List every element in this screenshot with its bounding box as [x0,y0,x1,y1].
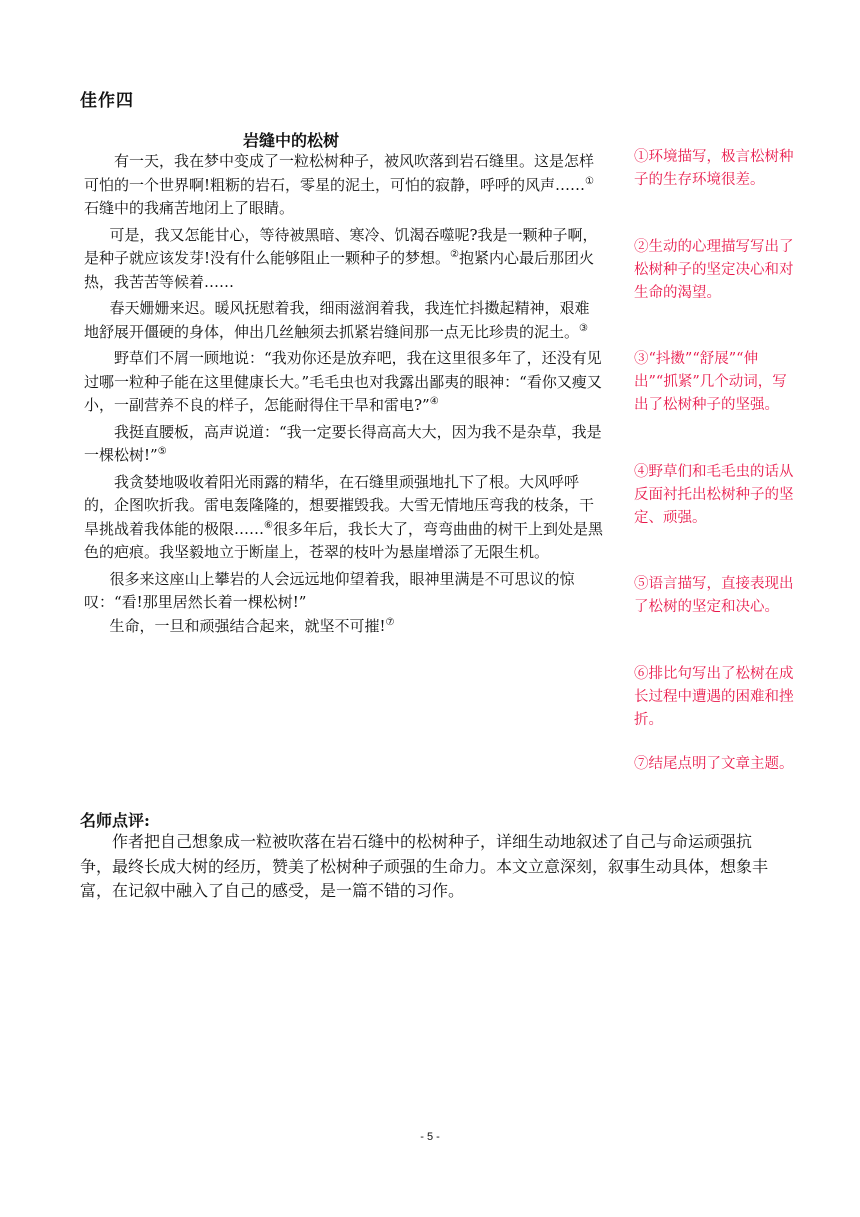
paragraph-text: 很多年后，我长大了，弯弯曲曲的树干上到处是黑色的疤痕。我坚毅地立于断崖上，苍翠的枝叶为悬崖增添了无限生机。 [84,519,603,561]
paragraph-text: 有一天，我在梦中变成了一粒松树种子，被风吹落到岩石缝里。这是怎样可怕的一个世界啊!粗粝的岩石，零星的泥土，可怕的寂静，呼呼的风声…… [84,152,595,194]
annotation-marker: ② [450,249,459,260]
paragraph-text: 我贪婪地吸收着阳光雨露的精华，在石缝里顽强地扎下了根。大风呼呼的，企图吹折我。雷电轰隆隆的，想要摧毁我。大雪无情地压弯我的枝条，干旱挑战着我体能的极限…… [84,472,595,538]
essay-body [84,150,604,638]
essay-paragraph [84,471,604,565]
paragraph-text: 生命，一旦和顽强结合起来，就坚不可摧! [109,616,386,635]
paragraph-text: 抱紧内心最后那团火热，我苦苦等候着…… [84,249,595,291]
section-title: 佳作四 [80,91,134,111]
essay-paragraph [84,150,604,221]
paragraph-text: 野草们不屑一顾地说：“我劝你还是放弃吧，我在这里很多年了，还没有见过哪一粒种子能在这里健康长大。”毛毛虫也对我露出鄙夷的眼神：“看你又瘦又小，一副营养不良的样子，怎能耐得住干旱和雷电?” [84,349,602,414]
annotation-note: ⑤语言描写，直接表现出了松树的坚定和决心。 [634,576,794,615]
essay-paragraph [84,615,604,639]
annotation-marker: ④ [429,396,439,407]
annotation-note: ③“抖擞”“舒展”“伸出”“抓紧”几个动词，写出了松树种子的坚强。 [634,351,787,413]
paragraph-text: 我挺直腰板，高声说道：“我一定要长得高高大大，因为我不是杂草，我是一棵松树!” [84,422,602,464]
annotation-marker: ⑥ [264,519,273,531]
essay-paragraph [84,347,604,418]
essay-paragraph [84,421,604,468]
essay-title: 岩缝中的松树 [243,131,340,150]
essay-paragraph [84,224,604,295]
paragraph-text: 可是，我又怎能甘心，等待被黑暗、寒冷、饥渴吞噬呢?我是一颗种子啊，是种子就应该发芽!没有什么能够阻止一颗种子的梦想。 [84,225,598,267]
paragraph-text: 很多来这座山上攀岩的人会远远地仰望着我，眼神里满是不可思议的惊叹：“看!那里居然长着一棵松树!” [84,569,575,611]
annotation-note: ⑥排比句写出了松树在成长过程中遭遇的困难和挫折。 [634,666,794,728]
comment-title: 名师点评: [80,811,150,830]
annotation-marker: ⑤ [157,446,167,457]
annotation-marker: ③ [579,322,588,334]
annotation-note: ②生动的心理描写写出了松树种子的坚定决心和对生命的渴望。 [634,239,794,301]
essay-paragraph [84,297,604,344]
paragraph-text: 石缝中的我痛苦地闭上了眼睛。 [84,199,295,217]
annotation-marker: ⑦ [385,616,395,628]
annotation-note: ④野草们和毛毛虫的话从反面衬托出松树种子的坚定、顽强。 [634,464,794,526]
annotation-note: ①环境描写，极言松树种子的生存环境很差。 [634,149,794,188]
annotation-note: ⑦结尾点明了文章主题。 [634,756,794,772]
page-number: - 5 - [420,1131,440,1143]
annotation-marker: ① [585,175,594,187]
paragraph-text: 春天姗姗来迟。暖风抚慰着我，细雨滋润着我，我连忙抖擞起精神，艰难地舒展开僵硬的身体，伸出几丝触须去抓紧岩缝间那一点无比珍贵的泥土。 [84,299,590,341]
comment-text: 作者把自己想象成一粒被吹落在岩石缝中的松树种子，详细生动地叙述了自己与命运顽强抗争，最终长成大树的经历，赞美了松树种子顽强的生命力。本文立意深刻，叙事生动具体，想象丰富，在记叙中融入了自己的感受，是一篇不错的习作。 [80,832,769,900]
essay-paragraph [84,568,604,615]
